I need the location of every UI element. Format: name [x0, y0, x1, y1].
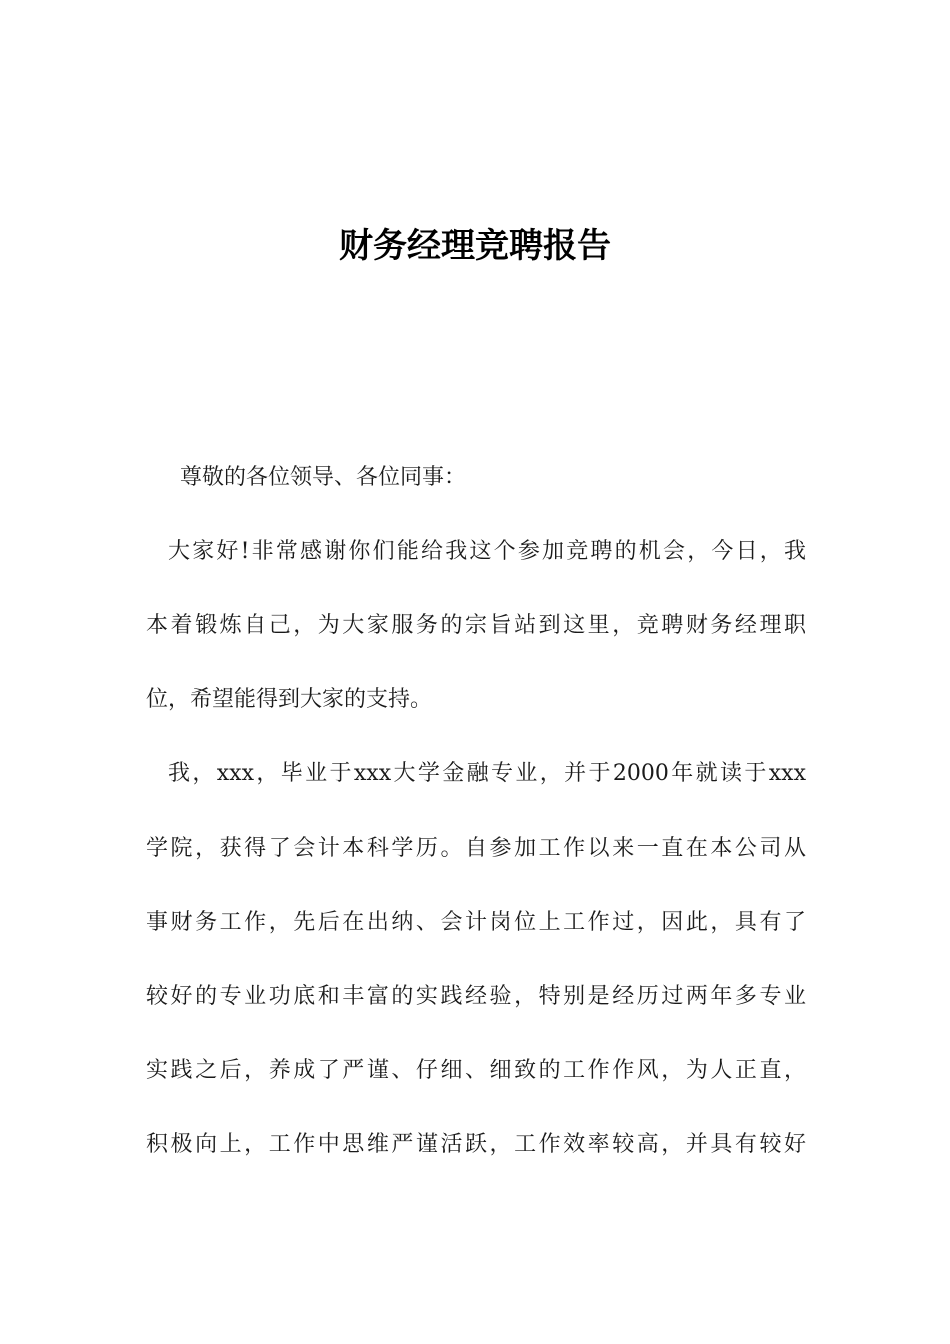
body-line: 实践之后，养成了严谨、仔细、细致的工作作风，为人正直， [146, 1058, 806, 1083]
body-line: 事财务工作，先后在出纳、会计岗位上工作过，因此，具有了 [146, 910, 806, 935]
body-line: 我，xxx，毕业于xxx大学金融专业，并于2000年就读于xxx [168, 761, 806, 786]
body-line: 大家好!非常感谢你们能给我这个参加竞聘的机会，今日，我 [168, 539, 806, 564]
body-line: 位，希望能得到大家的支持。 [146, 687, 433, 712]
document-title: 财务经理竞聘报告 [339, 226, 611, 266]
body-line: 本着锻炼自己，为大家服务的宗旨站到这里，竞聘财务经理职 [146, 613, 806, 638]
body-line: 学院，获得了会计本科学历。自参加工作以来一直在本公司从 [146, 836, 806, 861]
greeting-line: 尊敬的各位领导、各位同事： [180, 465, 467, 490]
body-line: 较好的专业功底和丰富的实践经验，特别是经历过两年多专业 [146, 984, 806, 1009]
body-line: 积极向上，工作中思维严谨活跃，工作效率较高，并具有较好 [146, 1132, 806, 1157]
